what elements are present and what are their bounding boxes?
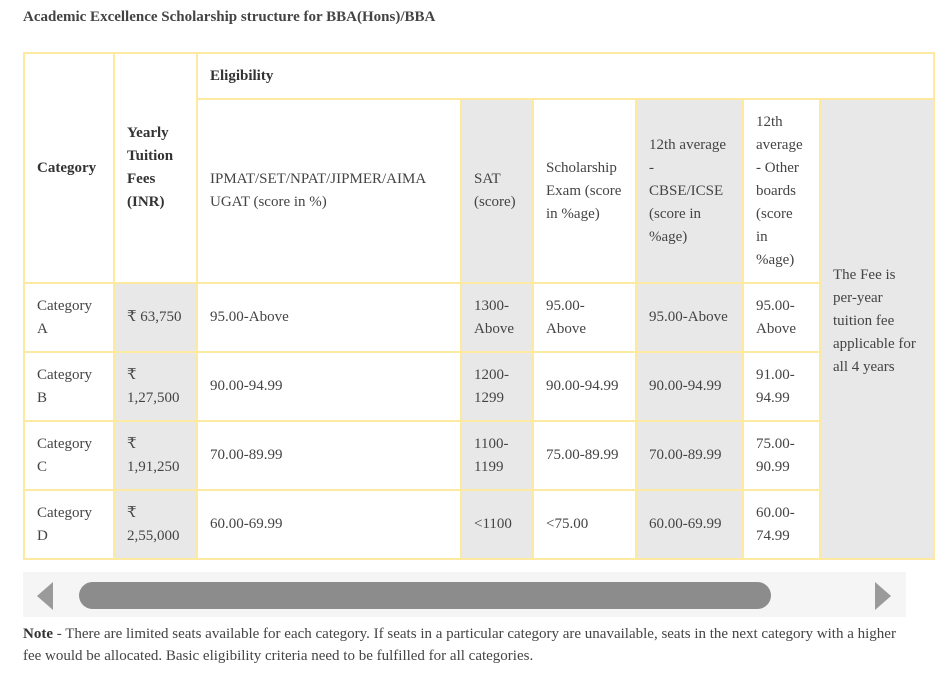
table-row [24, 352, 934, 421]
note-label: Note [23, 626, 53, 642]
cell-cbse: 70.00-89.99 [636, 421, 743, 490]
header-fees: Yearly Tuition Fees (INR) [114, 53, 197, 283]
scroll-right-arrow-icon[interactable] [875, 582, 891, 610]
header-eligibility: Eligibility [197, 53, 934, 99]
cell-other-boards: 75.00-90.99 [743, 421, 820, 490]
horizontal-scrollbar[interactable] [23, 572, 906, 617]
cell-ipmat: 95.00-Above [197, 283, 461, 352]
cell-category: Category D [24, 490, 114, 559]
cell-other-boards: 60.00-74.99 [743, 490, 820, 559]
header-category: Category [24, 53, 114, 283]
cell-scholarship-exam: 75.00-89.99 [533, 421, 636, 490]
cell-ipmat: 90.00-94.99 [197, 352, 461, 421]
cell-fees: ₹ 1,91,250 [114, 421, 197, 490]
cell-sat: 1200-1299 [461, 352, 533, 421]
page-title: Academic Excellence Scholarship structure for BBA(Hons)/BBA [23, 9, 436, 25]
note-paragraph [23, 623, 913, 667]
table-row [24, 421, 934, 490]
cell-category: Category A [24, 283, 114, 352]
header-other-boards: 12th average - Other boards (score in %age) [743, 99, 820, 283]
cell-sat: <1100 [461, 490, 533, 559]
cell-category: Category C [24, 421, 114, 490]
table-row [24, 283, 934, 352]
fee-note: The Fee is per-year tuition fee applicable for all 4 years [820, 99, 934, 559]
cell-ipmat: 60.00-69.99 [197, 490, 461, 559]
table-row [24, 490, 934, 559]
cell-cbse: 60.00-69.99 [636, 490, 743, 559]
cell-scholarship-exam: 90.00-94.99 [533, 352, 636, 421]
cell-fees: ₹ 2,55,000 [114, 490, 197, 559]
cell-other-boards: 95.00-Above [743, 283, 820, 352]
cell-ipmat: 70.00-89.99 [197, 421, 461, 490]
header-sat: SAT (score) [461, 99, 533, 283]
scholarship-table-container[interactable] [23, 52, 916, 572]
cell-scholarship-exam: 95.00-Above [533, 283, 636, 352]
cell-cbse: 95.00-Above [636, 283, 743, 352]
header-cbse: 12th average - CBSE/ICSE (score in %age) [636, 99, 743, 283]
note-text: - There are limited seats available for each category. If seats in a particular category are unavailable, seats in the next category with a higher fee would be allocated. Basic eligibility criteria need to be fulfilled for all categories. [23, 626, 896, 664]
scholarship-table [23, 52, 935, 560]
cell-cbse: 90.00-94.99 [636, 352, 743, 421]
header-scholarship-exam: Scholarship Exam (score in %age) [533, 99, 636, 283]
cell-sat: 1100-1199 [461, 421, 533, 490]
scrollbar-thumb[interactable] [79, 582, 771, 609]
cell-fees: ₹ 1,27,500 [114, 352, 197, 421]
cell-fees: ₹ 63,750 [114, 283, 197, 352]
cell-scholarship-exam: <75.00 [533, 490, 636, 559]
cell-other-boards: 91.00-94.99 [743, 352, 820, 421]
cell-category: Category B [24, 352, 114, 421]
header-ipmat: IPMAT/SET/NPAT/JIPMER/AIMA UGAT (score in %) [197, 99, 461, 283]
scroll-left-arrow-icon[interactable] [37, 582, 53, 610]
cell-sat: 1300-Above [461, 283, 533, 352]
